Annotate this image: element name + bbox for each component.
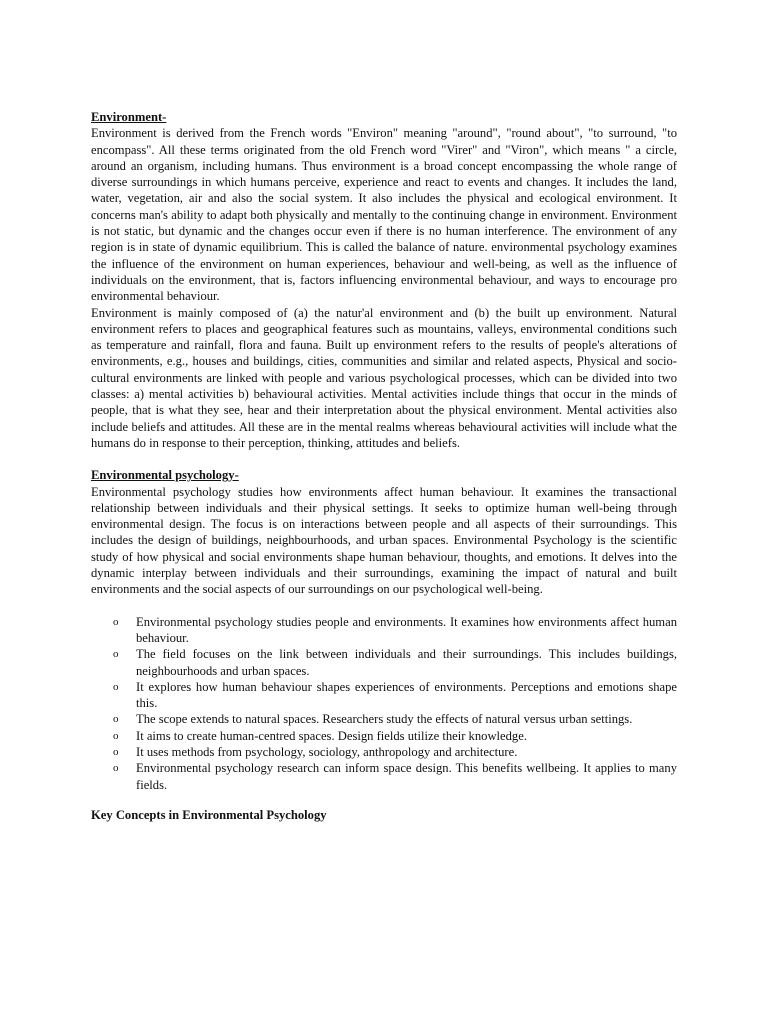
bullet-list (91, 614, 677, 793)
bullet-marker: o (113, 713, 119, 726)
list-item (91, 744, 677, 760)
list-item (91, 760, 677, 793)
bullet-marker: o (113, 745, 119, 758)
list-item (91, 728, 677, 744)
paragraph-environment-composition: Environment is mainly composed of (a) the natur'al environment and (b) the built up environment. Natural environment refers to places and geographical features such as mountains, valleys, environmental conditions such as temperature and rainfall, flora and fauna. Built up environment refers to the results of people's alterations of environments, e.g., houses and buildings, cities, communities and similar and related aspects, Physical and socio-cultural environments are linked with people and various psychological processes, which can be divided into two classes: a) mental activities b) behavioural activities. Mental activities include things that occur in the minds of people, that is what they see, hear and their interpretation about the physical environment. Mental activities also include beliefs and attitudes. All these are in the mental realms whereas behavioural activities will include what the humans do in response to their perception, thinking, attitudes and beliefs. (91, 305, 677, 450)
section-heading-environmental-psychology: Environmental psychology- (91, 468, 239, 483)
bullet-marker: o (113, 729, 119, 742)
list-item-text: It aims to create human-centred spaces. Design fields utilize their knowledge. (136, 728, 527, 743)
list-item (91, 711, 677, 727)
list-item (91, 614, 677, 647)
bullet-marker: o (113, 762, 119, 775)
spacer (91, 598, 677, 614)
list-item-text: Environmental psychology studies people and environments. It examines how environments affect human behaviour. (136, 614, 677, 645)
list-item-text: The field focuses on the link between individuals and their surroundings. This includes buildings, neighbourhoods and urban spaces. (136, 647, 677, 678)
list-item (91, 646, 677, 679)
list-item-text: The scope extends to natural spaces. Researchers study the effects of natural versus urban settings. (136, 712, 633, 727)
document-page (91, 109, 677, 823)
paragraph-environmental-psychology: Environmental psychology studies how environments affect human behaviour. It examines the transactional relationship between individuals and their physical settings. It seeks to optimize human well-being through environmental design. The focus is on interactions between people and all aspects of their surroundings. This includes the design of buildings, neighbourhoods, and urban spaces. Environmental Psychology is the scientific study of how physical and social environments shape human behaviour, thoughts, and emotions. It delves into the dynamic interplay between individuals and their surroundings, examining the impact of natural and built environments and the social aspects of our surroundings on our psychological well-being. (91, 484, 677, 597)
list-item-text: Environmental psychology research can inform space design. This benefits wellbeing. It applies to many fields. (136, 761, 677, 792)
bullet-marker: o (113, 615, 119, 628)
paragraph-environment-definition: Environment is derived from the French words "Environ" meaning "around", "round about", "to surround, "to encompass". All these terms originated from the old French word "Virer" and "Viron", which means " a circle, around an organism, including humans. Thus environment is a broad concept encompassing the whole range of diverse surroundings in which humans perceive, experience and react to events and changes. It includes the land, water, vegetation, air and also the social system. It also includes the physical and ecological environment. It concerns man's ability to adapt both physically and mentally to the continuing change in environment. Environment is not static, but dynamic and the changes occur even if there is no human interference. The environment of any region is in state of dynamic equilibrium. This is called the balance of nature. environmental psychology examines the influence of the environment on human experiences, behaviour and well-being, as well as the influence of individuals on the environment, that is, factors influencing environmental behaviour, and ways to encourage pro environmental behaviour. (91, 126, 677, 304)
bullet-marker: o (113, 648, 119, 661)
spacer (91, 793, 677, 807)
spacer (91, 451, 677, 467)
section-heading-key-concepts: Key Concepts in Environmental Psychology (91, 807, 327, 822)
section-heading-environment: Environment- (91, 110, 167, 124)
bullet-marker: o (113, 680, 119, 693)
list-item (91, 679, 677, 712)
list-item-text: It uses methods from psychology, sociology, anthropology and architecture. (136, 744, 518, 759)
list-item-text: It explores how human behaviour shapes experiences of environments. Perceptions and emotions shape this. (136, 679, 677, 711)
